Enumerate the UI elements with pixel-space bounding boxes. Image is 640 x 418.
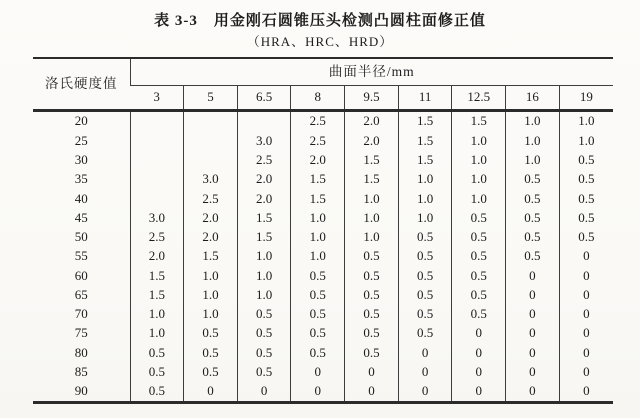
correction-value-cell: 1.0 (452, 151, 506, 170)
correction-value-cell: 0.5 (345, 266, 399, 285)
correction-value-cell: 2.0 (345, 131, 399, 150)
table-subtitle: （HRA、HRC、HRD） (246, 34, 394, 49)
correction-value-cell: 0.5 (291, 324, 345, 343)
correction-value-cell: 0 (452, 343, 506, 362)
correction-value-cell: 1.0 (184, 305, 238, 324)
correction-value-cell: 1.0 (506, 151, 560, 170)
table-row (33, 382, 613, 403)
hardness-cell: 35 (74, 171, 88, 187)
hardness-cell: 50 (74, 229, 88, 245)
correction-values-table (33, 57, 613, 404)
correction-value-cell: 2.5 (291, 111, 345, 132)
correction-value-cell: 1.0 (345, 228, 399, 247)
correction-value-cell: 0 (291, 382, 345, 403)
correction-value-cell: 1.0 (559, 111, 613, 132)
correction-value-cell: 1.0 (130, 305, 184, 324)
correction-value-cell: 0 (398, 343, 452, 362)
correction-value-cell: 1.5 (452, 111, 506, 132)
correction-value-cell: 1.0 (130, 324, 184, 343)
table-body (33, 111, 613, 403)
correction-value-cell: 1.5 (398, 151, 452, 170)
correction-value-cell: 0.5 (345, 324, 399, 343)
correction-value-cell: 1.0 (506, 111, 560, 132)
correction-value-cell: 1.5 (130, 266, 184, 285)
correction-value-cell: 0 (452, 382, 506, 403)
row-header-hardness: 洛氏硬度值 (33, 58, 130, 111)
correction-value-cell: 0.5 (559, 228, 613, 247)
correction-value-cell: 0.5 (559, 170, 613, 189)
correction-value-cell: 3.0 (130, 208, 184, 227)
correction-value-cell: 0.5 (184, 362, 238, 381)
correction-value-cell: 0 (506, 343, 560, 362)
correction-value-cell: 0 (452, 362, 506, 381)
correction-value-cell: 0.5 (345, 285, 399, 304)
correction-value-cell: 0 (506, 362, 560, 381)
correction-value-cell: 0.5 (398, 305, 452, 324)
correction-value-cell: 0 (398, 382, 452, 403)
table-row (33, 228, 613, 247)
correction-value-cell: 2.0 (291, 151, 345, 170)
correction-value-cell: 3.0 (237, 131, 291, 150)
correction-value-cell: 0.5 (398, 324, 452, 343)
correction-value-cell: 0.5 (291, 266, 345, 285)
correction-value-cell: 0 (184, 382, 238, 403)
correction-value-cell: 1.0 (237, 247, 291, 266)
hardness-cell: 60 (74, 267, 88, 283)
correction-value-cell: 0.5 (398, 247, 452, 266)
table-row (33, 151, 613, 170)
radius-header-cell: 19 (559, 86, 613, 111)
correction-value-cell: 1.5 (398, 111, 452, 132)
correction-value-cell: 1.0 (559, 131, 613, 150)
correction-value-cell: 0 (452, 324, 506, 343)
correction-value-cell: 1.5 (184, 247, 238, 266)
correction-value-cell: 0.5 (237, 324, 291, 343)
correction-value-cell: 0.5 (559, 151, 613, 170)
correction-value-cell: 1.0 (506, 131, 560, 150)
correction-value-cell: 0 (559, 305, 613, 324)
radius-header-cell: 12.5 (452, 86, 506, 111)
correction-value-cell: 0.5 (291, 285, 345, 304)
correction-value-cell: 0 (506, 382, 560, 403)
correction-value-cell: 2.5 (184, 189, 238, 208)
hardness-cell: 90 (74, 383, 88, 399)
table-row (33, 266, 613, 285)
correction-value-cell: 0 (559, 343, 613, 362)
correction-value-cell: 0 (559, 285, 613, 304)
correction-value-cell: 0 (345, 382, 399, 403)
correction-value-cell: 2.0 (345, 111, 399, 132)
hardness-cell: 70 (74, 306, 88, 322)
correction-value-cell: 1.0 (345, 208, 399, 227)
correction-value-cell: 2.0 (184, 228, 238, 247)
correction-value-cell: 2.5 (291, 131, 345, 150)
correction-value-cell: 1.0 (345, 189, 399, 208)
table-header (33, 58, 613, 111)
correction-value-cell: 2.0 (237, 170, 291, 189)
correction-value-cell: 0 (506, 266, 560, 285)
correction-value-cell: 1.5 (237, 228, 291, 247)
correction-value-cell: 0.5 (452, 285, 506, 304)
correction-value-cell: 1.5 (345, 151, 399, 170)
hardness-cell: 65 (74, 286, 88, 302)
correction-value-cell (130, 189, 184, 208)
hardness-cell: 55 (74, 248, 88, 264)
table-row (33, 111, 613, 132)
radius-header-cell: 9.5 (345, 86, 399, 111)
correction-value-cell: 0.5 (452, 228, 506, 247)
radius-header-cell: 8 (291, 86, 345, 111)
correction-value-cell: 0.5 (130, 343, 184, 362)
correction-value-cell: 1.5 (291, 170, 345, 189)
correction-value-cell: 0.5 (506, 247, 560, 266)
table-row (33, 362, 613, 381)
correction-value-cell (130, 131, 184, 150)
correction-value-cell (237, 111, 291, 132)
radius-header-cell: 16 (506, 86, 560, 111)
correction-value-cell: 0 (506, 285, 560, 304)
correction-value-cell: 0.5 (345, 343, 399, 362)
correction-value-cell: 0.5 (130, 382, 184, 403)
correction-value-cell: 1.5 (237, 208, 291, 227)
correction-value-cell: 1.0 (398, 189, 452, 208)
correction-value-cell (184, 111, 238, 132)
table-row (33, 343, 613, 362)
correction-value-cell (184, 151, 238, 170)
correction-value-cell: 0 (559, 266, 613, 285)
correction-value-cell: 0 (559, 382, 613, 403)
table-row (33, 170, 613, 189)
correction-value-cell: 1.5 (291, 189, 345, 208)
hardness-cell: 20 (74, 113, 88, 129)
correction-value-cell: 1.0 (237, 266, 291, 285)
correction-value-cell: 1.5 (130, 285, 184, 304)
radius-header-cell: 6.5 (237, 86, 291, 111)
correction-value-cell: 2.0 (130, 247, 184, 266)
correction-value-cell: 1.0 (398, 208, 452, 227)
correction-value-cell: 0.5 (452, 208, 506, 227)
correction-value-cell: 0.5 (559, 189, 613, 208)
correction-value-cell: 0.5 (345, 305, 399, 324)
correction-value-cell: 1.0 (452, 189, 506, 208)
correction-value-cell: 1.0 (291, 247, 345, 266)
correction-value-cell (130, 170, 184, 189)
correction-value-cell: 0 (291, 362, 345, 381)
hardness-cell: 75 (74, 325, 88, 341)
correction-value-cell: 0.5 (398, 266, 452, 285)
correction-value-cell: 0.5 (452, 266, 506, 285)
correction-value-cell (130, 151, 184, 170)
correction-value-cell: 0.5 (345, 247, 399, 266)
table-row (33, 285, 613, 304)
table-row (33, 305, 613, 324)
correction-value-cell: 1.0 (452, 170, 506, 189)
correction-value-cell: 0.5 (398, 228, 452, 247)
correction-value-cell: 0.5 (237, 305, 291, 324)
correction-value-cell: 1.0 (398, 170, 452, 189)
hardness-cell: 45 (74, 209, 88, 225)
correction-value-cell: 1.0 (291, 208, 345, 227)
table-row (33, 324, 613, 343)
correction-value-cell: 1.5 (345, 170, 399, 189)
hardness-cell: 25 (74, 132, 88, 148)
correction-value-cell (184, 131, 238, 150)
correction-value-cell: 2.5 (237, 151, 291, 170)
table-row (33, 131, 613, 150)
correction-value-cell: 0 (559, 324, 613, 343)
correction-value-cell: 1.0 (291, 228, 345, 247)
correction-value-cell: 0 (559, 362, 613, 381)
radius-header-cell: 3 (130, 86, 184, 111)
radius-header-cell: 5 (184, 86, 238, 111)
correction-value-cell: 1.0 (237, 285, 291, 304)
correction-value-cell: 0.5 (398, 285, 452, 304)
correction-value-cell: 0.5 (506, 170, 560, 189)
correction-value-cell: 0 (345, 362, 399, 381)
correction-value-cell: 0 (398, 362, 452, 381)
table-title: 表 3-3 用金刚石圆锥压头检测凸圆柱面修正值 (154, 13, 486, 29)
correction-value-cell: 1.5 (398, 131, 452, 150)
correction-value-cell: 0.5 (506, 208, 560, 227)
correction-value-cell: 0.5 (506, 189, 560, 208)
correction-value-cell: 0 (559, 247, 613, 266)
correction-value-cell (130, 111, 184, 132)
correction-value-cell: 3.0 (184, 170, 238, 189)
correction-value-cell: 1.0 (452, 131, 506, 150)
correction-value-cell: 0 (506, 324, 560, 343)
correction-value-cell: 0 (506, 305, 560, 324)
column-group-header-radius: 曲面半径/mm (130, 58, 613, 86)
correction-value-cell: 0.5 (452, 247, 506, 266)
correction-value-cell: 2.0 (237, 189, 291, 208)
correction-value-cell: 0.5 (237, 343, 291, 362)
hardness-cell: 40 (74, 190, 88, 206)
correction-value-cell: 0 (237, 382, 291, 403)
table-row (33, 208, 613, 227)
correction-value-cell: 0.5 (237, 362, 291, 381)
correction-value-cell: 0.5 (452, 305, 506, 324)
correction-value-cell: 0.5 (559, 208, 613, 227)
correction-value-cell: 1.0 (184, 266, 238, 285)
correction-value-cell: 0.5 (130, 362, 184, 381)
hardness-cell: 80 (74, 344, 88, 360)
correction-value-cell: 2.0 (184, 208, 238, 227)
correction-value-cell: 0.5 (506, 228, 560, 247)
correction-value-cell: 0.5 (184, 343, 238, 362)
correction-value-cell: 0.5 (291, 305, 345, 324)
hardness-cell: 85 (74, 363, 88, 379)
table-row (33, 189, 613, 208)
hardness-cell: 30 (74, 152, 88, 168)
group-header-row (33, 58, 613, 86)
correction-value-cell: 0.5 (291, 343, 345, 362)
correction-value-cell: 2.5 (130, 228, 184, 247)
table-row (33, 247, 613, 266)
correction-value-cell: 1.0 (184, 285, 238, 304)
radius-header-cell: 11 (398, 86, 452, 111)
correction-value-cell: 0.5 (184, 324, 238, 343)
